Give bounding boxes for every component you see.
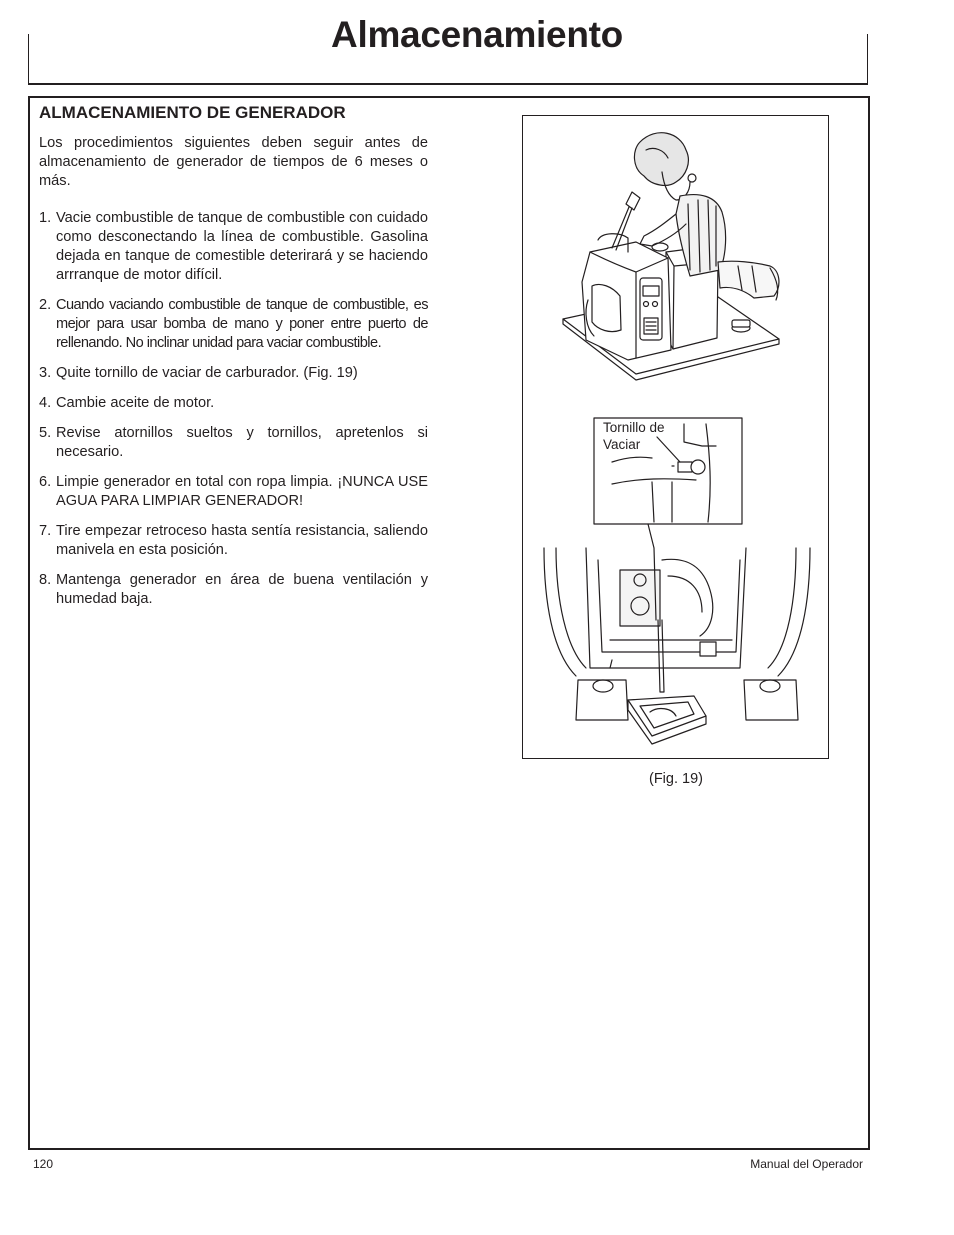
- step-text: Quite tornillo de vaciar de carburador. (Fig. 19): [56, 365, 358, 381]
- callout-label-line: Vaciar: [603, 437, 641, 452]
- step-number: 2.: [39, 297, 52, 313]
- step-text: Tire empezar retroceso hasta sentía resistancia, saliendo manivela en esta posición.: [56, 523, 428, 558]
- carburetor-drain-view: [544, 524, 810, 744]
- step-number: 3.: [39, 365, 52, 381]
- callout-label-line: Tornillo de: [603, 420, 665, 435]
- step-text: Cambie aceite de motor.: [56, 395, 215, 411]
- drain-screw-callout-label: [603, 419, 665, 453]
- step-text: Mantenga generador en área de buena ventilación y humedad baja.: [56, 572, 428, 607]
- step-number: 4.: [39, 395, 52, 411]
- step-number: 7.: [39, 523, 52, 539]
- page-number: 120: [33, 1157, 54, 1171]
- step-text: Vacie combustible de tanque de combustible con cuidado como desconectando la línea de combustible. Gasolina dejada en tanque de comestible deterirará y se haciendo arrranque de motor difícil.: [56, 210, 428, 283]
- figure-caption: (Fig. 19): [649, 771, 703, 787]
- step-text: Limpie generador en total con ropa limpia. ¡NUNCA USE AGUA PARA LIMPIAR GENERADOR!: [56, 474, 428, 509]
- intro-paragraph: Los procedimientos siguientes deben seguir antes de almacenamiento de generador de tiempos de 6 meses o más.: [39, 135, 428, 189]
- step-number: 5.: [39, 425, 52, 441]
- section-heading: ALMACENAMIENTO DE GENERADOR: [39, 103, 346, 122]
- step-number: 1.: [39, 210, 52, 226]
- manual-name: Manual del Operador: [750, 1157, 863, 1171]
- step-number: 8.: [39, 572, 52, 588]
- generator-drawing: [582, 234, 671, 360]
- step-number: 6.: [39, 474, 52, 490]
- step-text: Revise atornillos sueltos y tornillos, apretenlos si necesario.: [56, 425, 428, 460]
- page-title: Almacenamiento: [331, 14, 623, 55]
- step-text: Cuando vaciando combustible de tanque de combustible, es mejor para usar bomba de mano y poner entre puerto de rellenando. No inclinar unidad para vaciar combustible.: [56, 297, 428, 351]
